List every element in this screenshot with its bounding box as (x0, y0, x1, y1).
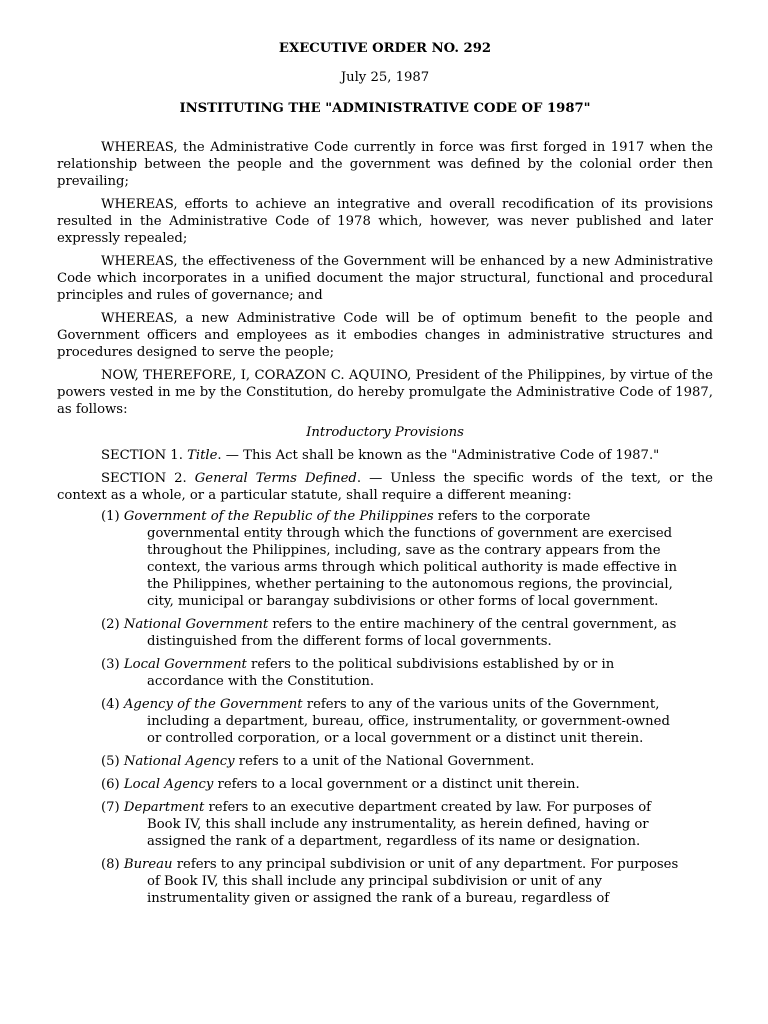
definition-number: (3) (101, 657, 124, 672)
section-2 (57, 470, 713, 504)
document-title: EXECUTIVE ORDER NO. 292 (278, 41, 492, 56)
preamble-paragraph: WHEREAS, the Administrative Code currently in force was first forged in 1917 when the relationship between the people and the government was defined by the colonial order then prevailing; (57, 140, 713, 189)
definition-item (57, 799, 687, 850)
section-1-label: SECTION 1. (101, 448, 188, 463)
section-1-term: Title (187, 448, 218, 463)
definition-item (57, 753, 687, 770)
definition-number: (6) (101, 777, 124, 792)
definition-number: (2) (101, 617, 124, 632)
definition-item (57, 856, 687, 907)
definition-item (57, 656, 687, 690)
definition-item (57, 776, 687, 793)
definition-term: National Government (123, 617, 269, 632)
definition-term: Agency of the Government (123, 697, 303, 712)
document-page (57, 40, 713, 907)
preamble-paragraph: WHEREAS, efforts to achieve an integrative and overall recodification of its provisions resulted in the Administrative Code of 1978 which, however, was never published and later expressly repealed; (57, 197, 713, 246)
document-subtitle: INSTITUTING THE "ADMINISTRATIVE CODE OF 1987" (179, 101, 591, 116)
document-date: July 25, 1987 (340, 70, 430, 85)
definition-term: Local Agency (123, 777, 214, 792)
definition-text: refers to a local government or a distinct unit therein. (213, 777, 580, 792)
promulgation-paragraph: NOW, THEREFORE, I, CORAZON C. AQUINO, President of the Philippines, by virtue of the powers vested in me by the Constitution, do hereby promulgate the Administrative Code of 1987, as follows: (57, 368, 713, 417)
definition-number: (1) (101, 509, 124, 524)
definition-text: refers to the entire machinery of the central government, as distinguished from the different forms of local governments. (147, 617, 677, 649)
definition-item (57, 508, 687, 610)
definition-text: refers to any principal subdivision or unit of any department. For purposes of Book IV, this shall include any principal subdivision or unit of any instrumentality given or assigned the rank of a bureau, regardless of (147, 857, 679, 906)
definition-term: Bureau (123, 857, 173, 872)
definition-text: refers to any of the various units of the Government, including a department, bureau, office, instrumentality, or government-owned or controlled corporation, or a local government or a distinct unit therein. (147, 697, 670, 746)
definition-term: National Agency (123, 754, 235, 769)
definition-term: Department (123, 800, 205, 815)
definition-term: Local Government (123, 657, 247, 672)
definition-item (57, 616, 687, 650)
section-2-text: . — Unless the specific words of the text, or the context as a whole, or a particular statute, shall require a different meaning: (57, 471, 713, 503)
section-1 (57, 447, 713, 464)
definition-number: (4) (101, 697, 124, 712)
definition-text: refers to the political subdivisions established by or in accordance with the Constitution. (147, 657, 615, 689)
section-1-text: . — This Act shall be known as the "Administrative Code of 1987." (217, 448, 660, 463)
definition-text: refers to an executive department created by law. For purposes of Book IV, this shall include any instrumentality, as herein defined, having or assigned the rank of a department, regardless of its name or designation. (147, 800, 652, 849)
introductory-provisions-heading: Introductory Provisions (306, 425, 464, 440)
definition-item (57, 696, 687, 747)
definition-text: refers to a unit of the National Government. (234, 754, 535, 769)
definition-number: (5) (101, 754, 124, 769)
definition-number: (7) (101, 800, 124, 815)
definition-text: refers to the corporate governmental entity through which the functions of government are exercised throughout the Philippines, including, save as the contrary appears from the context, the various arms through which political authority is made effective in the Philippines, whether pertaining to the autonomous regions, the provincial, city, municipal or barangay subdivisions or other forms of local government. (147, 509, 677, 609)
section-2-term: General Terms Defined (194, 471, 357, 486)
section-2-label: SECTION 2. (101, 471, 195, 486)
definition-number: (8) (101, 857, 124, 872)
preamble-paragraph: WHEREAS, the effectiveness of the Government will be enhanced by a new Administrative Code which incorporates in a unified document the major structural, functional and procedural principles and rules of governance; and (57, 254, 713, 303)
preamble-paragraph: WHEREAS, a new Administrative Code will be of optimum benefit to the people and Government officers and employees as it embodies changes in administrative structures and procedures designed to serve the people; (57, 311, 713, 360)
definition-term: Government of the Republic of the Philippines (123, 509, 434, 524)
